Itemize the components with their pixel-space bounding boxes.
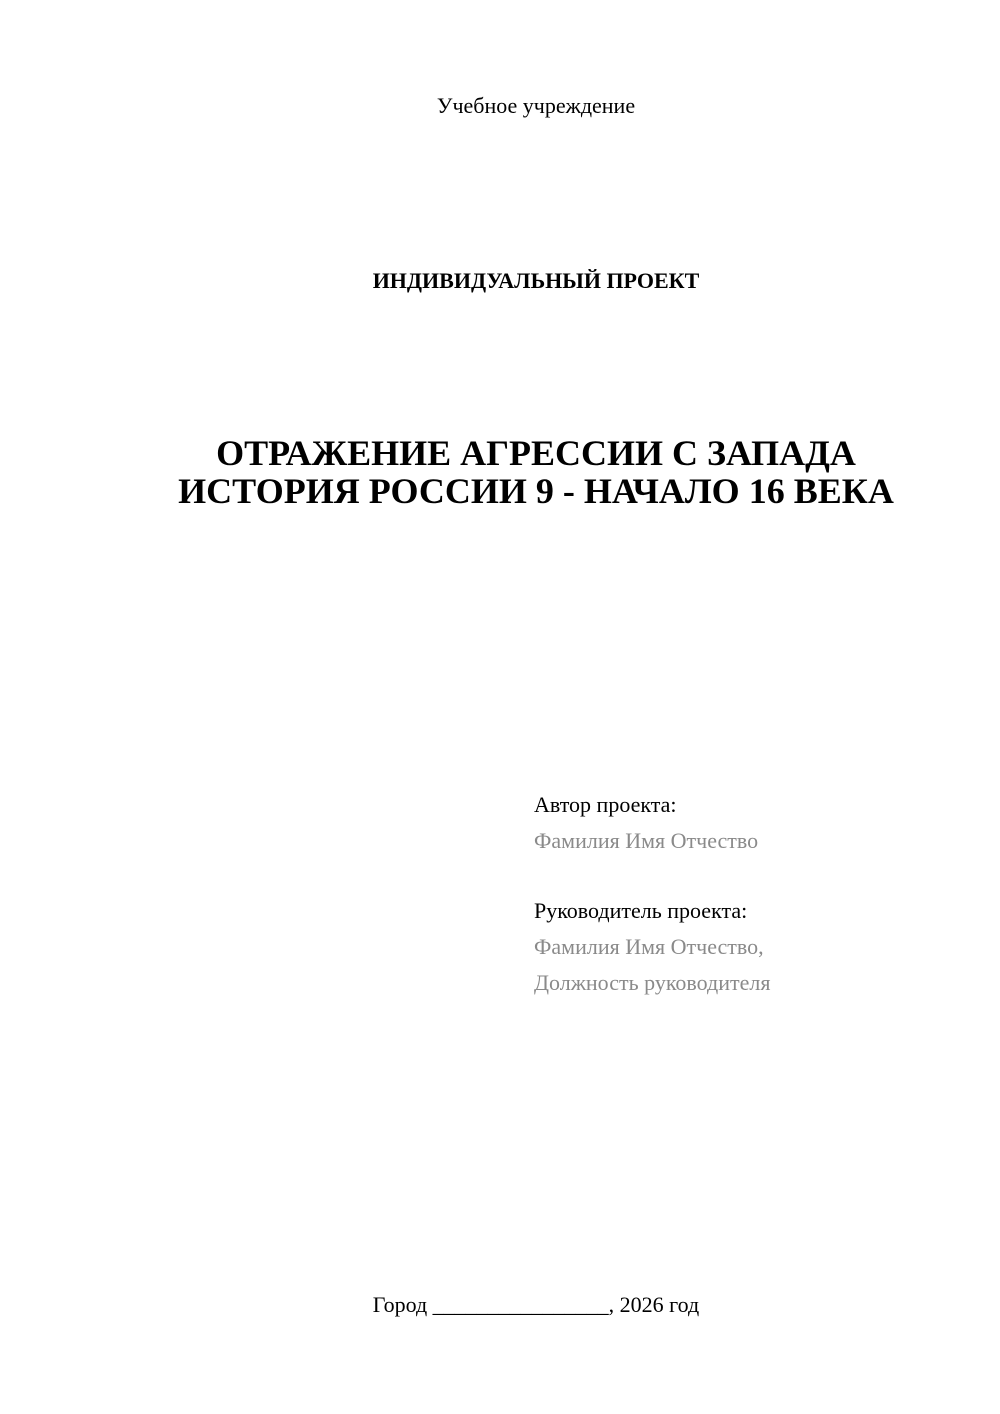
footer-city-year [0,1290,1000,1320]
city-blank-line: ________________ [432,1292,609,1317]
project-type-heading: ИНДИВИДУАЛЬНЫЙ ПРОЕКТ [372,268,700,293]
project-title [0,434,1000,510]
author-name: Фамилия Имя Отчество [534,828,759,853]
city-label: Город [372,1292,428,1317]
project-title-line-2: ИСТОРИЯ РОССИИ 9 - НАЧАЛО 16 ВЕКА [178,471,894,511]
project-info-block [534,787,974,1001]
project-title-line-1: ОТРАЖЕНИЕ АГРЕССИИ С ЗАПАДА [216,433,856,473]
supervisor-position: Должность руководителя [534,970,771,995]
info-spacer [534,859,974,893]
author-label: Автор проекта: [534,792,677,817]
supervisor-label: Руководитель проекта: [534,898,748,923]
year-text: , 2026 год [608,1292,700,1317]
supervisor-name: Фамилия Имя Отчество, [534,934,764,959]
institution-name: Учебное учреждение [436,93,636,118]
